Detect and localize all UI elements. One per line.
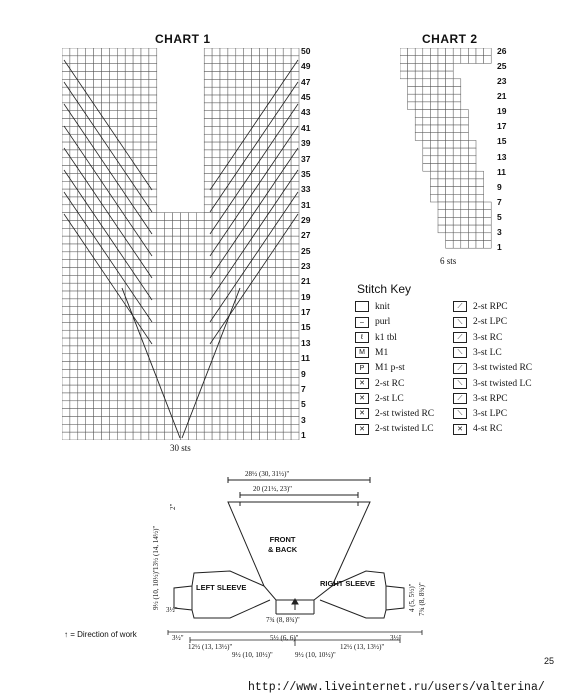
meas-bottom-l1: 12½ (13, 13½)" [188,643,233,651]
row-label: 26 [497,46,507,56]
stitch-key-label: 3-st RPC [473,393,508,404]
stitch-key-item [355,392,404,406]
row-label: 19 [301,291,311,302]
meas-left-body: 13½ (14, 14½)" [152,525,160,570]
row-label: 23 [497,76,507,87]
stitch-key-item [453,361,532,375]
stitch-symbol-icon: ✕ [453,424,467,435]
row-label: 3 [497,226,502,237]
stitch-key-item [355,300,390,314]
meas-bottom-l2: 9½ (10, 10½)" [232,651,273,659]
row-label: 21 [301,276,311,287]
stitch-key-item [355,346,388,360]
stitch-key-item [355,377,404,391]
row-label: 39 [301,138,311,149]
row-label: 15 [301,322,311,333]
stitch-key-item [453,315,507,329]
row-label: 23 [301,261,311,272]
stitch-symbol-icon: ⟋ [453,332,467,343]
stitch-key-label: k1 tbl [375,332,397,343]
row-label: 25 [301,245,311,256]
row-label: 33 [301,184,311,195]
meas-bottom-r1: 12½ (13, 13½)" [340,643,385,651]
row-label: 27 [301,230,311,241]
meas-bottom-right-edge: 3½" [390,634,402,642]
stitch-symbol-icon: P [355,363,369,374]
row-label: 47 [301,76,311,87]
stitch-key-label: 2-st RC [375,378,405,389]
stitch-key-item [453,392,508,406]
chart2-stitch-count: 6 sts [440,256,457,266]
row-label: 41 [301,122,311,133]
stitch-key-label: knit [375,302,390,312]
meas-center-bottom: 7¾ (8, 8¾)" [266,616,300,624]
stitch-symbol-icon: ✕ [355,393,369,404]
stitch-symbol-icon: ⟍ [453,347,467,358]
stitch-key-item [453,422,502,436]
meas-left-top: 2" [169,503,177,510]
row-label: 5 [301,399,306,410]
stitch-key-label: 3-st twisted RC [473,363,533,374]
stitch-key-item [453,377,532,391]
stitch-key-label: 2-st RPC [473,302,508,312]
row-label: 13 [301,337,311,348]
stitch-key-label: M1 p-st [375,363,405,374]
row-label: 17 [301,307,311,318]
stitch-symbol-icon: ⟋ [453,393,467,404]
row-label: 49 [301,61,311,72]
stitch-symbol-icon: ⟋ [453,363,467,374]
stitch-key-label: 2-st LC [375,393,404,404]
chart2-title: CHART 2 [422,32,478,46]
stitch-symbol-icon: ✕ [355,424,369,435]
row-label: 35 [301,168,311,179]
meas-bottom-left-edge: 3½" [172,634,184,642]
row-label: 15 [497,136,507,147]
bottom-measure-lines [160,630,430,650]
stitch-key-item [355,422,434,436]
stitch-symbol-icon: – [355,317,369,328]
meas-bottom-r2: 9½ (10, 10½)" [295,651,336,659]
row-label: 9 [301,368,306,379]
stitch-symbol-icon: ⟍ [453,317,467,328]
stitch-symbol-icon: M [355,347,369,358]
meas-right-cuff: 4 (5, 5½)" [408,583,416,612]
stitch-key-label: purl [375,317,391,328]
footer-url: http://www.liveinternet.ru/users/valterina/ [248,681,545,694]
stitch-key-title: Stitch Key [357,282,412,296]
meas-top-inner: 20 (21½, 23)" [253,485,293,493]
stitch-key-label: 2-st twisted LC [375,424,434,435]
meas-top-outer: 28½ (30, 31½)" [245,470,290,478]
right-sleeve-label: RIGHT SLEEVE [320,579,376,588]
row-label: 9 [497,181,502,192]
stitch-symbol-icon [355,301,369,312]
meas-bottom-center: 5½ (6, 6)" [270,634,299,642]
meas-right-sleeve-w: 7¾ (8, 8¾)" [418,582,426,616]
row-label: 25 [497,61,507,72]
row-label: 37 [301,153,311,164]
row-label: 17 [497,121,507,132]
stitch-key-item [453,407,507,421]
chart1-stitch-count: 30 sts [170,443,191,453]
row-label: 3 [301,414,306,425]
stitch-key-label: 3-st LC [473,347,502,358]
chart1-grid [62,48,300,440]
chart1-title: CHART 1 [155,32,211,46]
meas-left-bottom: 3½" [166,606,178,614]
stitch-symbol-icon: ℓ [355,332,369,343]
stitch-key-item [453,346,502,360]
stitch-key-label: 3-st LPC [473,409,508,420]
row-label: 11 [497,166,506,177]
stitch-symbol-icon: ⟍ [453,408,467,419]
stitch-key-label: M1 [375,347,389,358]
front-back-label: FRONT & BACK [268,535,298,554]
direction-note: ↑ = Direction of work [64,630,137,639]
left-sleeve-label: LEFT SLEEVE [196,583,247,592]
stitch-key-item [355,361,405,375]
stitch-key-item [453,300,508,314]
stitch-key-label: 3-st twisted LC [473,378,532,389]
stitch-key-item [453,331,502,345]
row-label: 7 [497,196,502,207]
row-label: 13 [497,151,507,162]
stitch-symbol-icon: ⟍ [453,378,467,389]
row-label: 50 [301,46,311,56]
row-label: 43 [301,107,311,118]
meas-left-sleeve-h: 9½ (10, 10½)" [152,569,160,610]
row-label: 19 [497,106,507,117]
stitch-key-label: 2-st LPC [473,317,508,328]
stitch-symbol-icon: ✕ [355,378,369,389]
stitch-key-item [355,315,390,329]
stitch-key-item [355,407,434,421]
row-label: 5 [497,211,502,222]
row-label: 7 [301,383,306,394]
row-label: 11 [301,353,310,364]
row-label: 21 [497,91,507,102]
row-label: 29 [301,214,311,225]
chart2-grid [400,48,496,250]
row-label: 45 [301,92,311,103]
stitch-key-label: 3-st RC [473,332,503,343]
stitch-symbol-icon: ✕ [355,408,369,419]
row-label: 1 [301,430,306,440]
stitch-symbol-icon: ⟋ [453,301,467,312]
page-number: 25 [544,656,555,666]
row-label: 1 [497,242,502,252]
stitch-key-label: 2-st twisted RC [375,409,435,420]
stitch-key-item [355,331,397,345]
stitch-key-label: 4-st RC [473,424,503,435]
row-label: 31 [301,199,311,210]
